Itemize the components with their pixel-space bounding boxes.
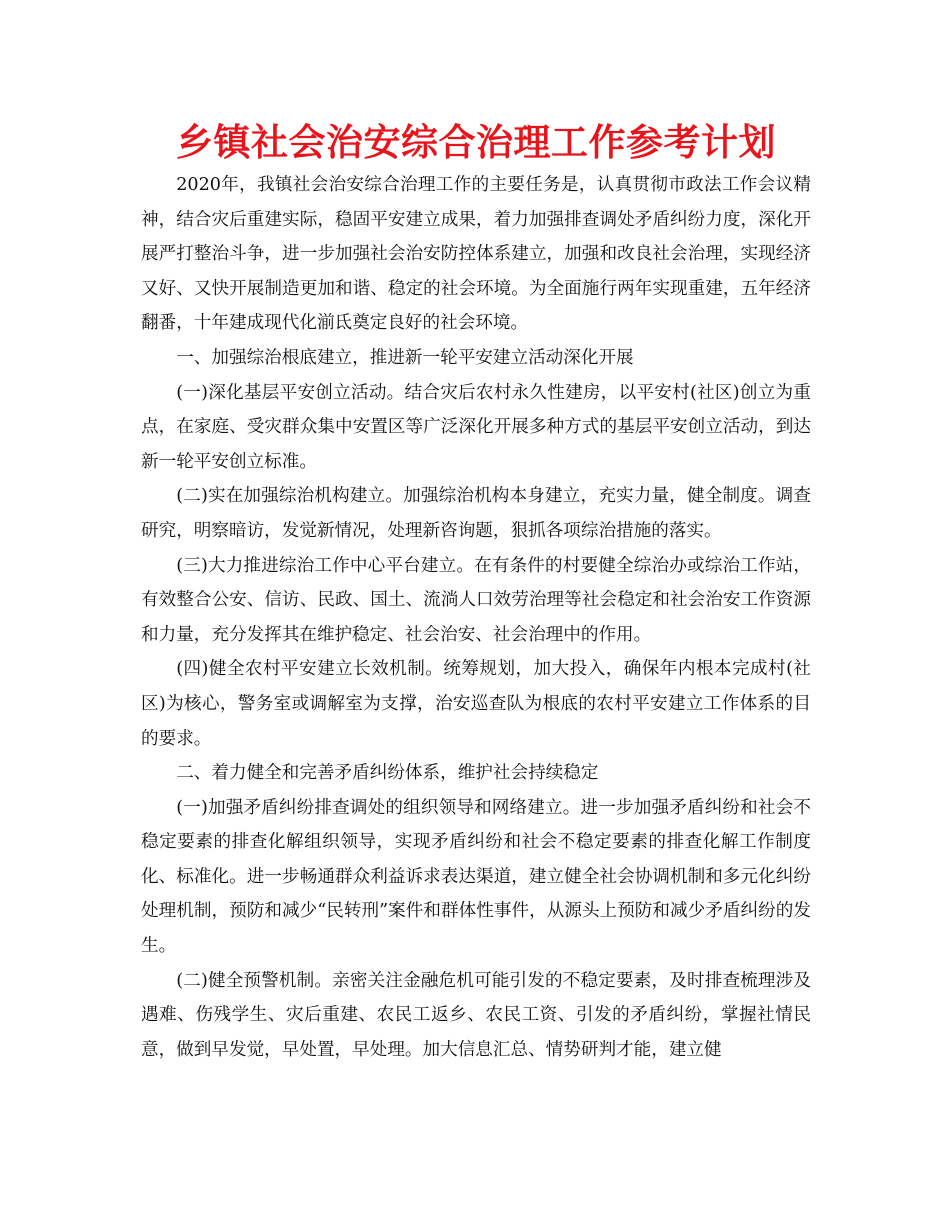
document-body — [141, 168, 811, 1067]
paragraph-1-1: (一)深化基层平安创立活动。结合灾后农村永久性建房，以平安村(社区)创立为重点，在家庭、受灾群众集中安置区等广泛深化开展多种方式的基层平安创立活动，到达新一轮平安创立标准。 — [141, 382, 811, 472]
paragraph-2-1: (一)加强矛盾纠纷排查调处的组织领导和网络建立。进一步加强矛盾纠纷和社会不稳定要素的排查化解组织领导，实现矛盾纠纷和社会不稳定要素的排查化解工作制度化、标准化。进一步畅通群众利益诉求表达渠道，建立健全社会协调机制和多元化纠纷处理机制，预防和减少“民转刑”案件和群体性事件，从源头上预防和减少矛盾纠纷的发生。 — [141, 797, 811, 957]
paragraph-1-4: (四)健全农村平安建立长效机制。统筹规划，加大投入，确保年内根本完成村(社区)为核心，警务室或调解室为支撑，治安巡查队为根底的农村平安建立工作体系的目的要求。 — [141, 659, 811, 749]
paragraph-intro: 2020年，我镇社会治安综合治理工作的主要任务是，认真贯彻市政法工作会议精神，结合灾后重建实际，稳固平安建立成果，着力加强排查调处矛盾纠纷力度，深化开展严打整治斗争，进一步加强社会治安防控体系建立，加强和改良社会治理，实现经济又好、又快开展制造更加和谐、稳定的社会环境。为全面施行两年实现重建，五年经济翻番，十年建成现代化湔氐奠定良好的社会环境。 — [141, 175, 811, 334]
document-page — [141, 118, 811, 1067]
document-title: 乡镇社会治安综合治理工作参考计划 — [176, 121, 776, 164]
section-heading-2: 二、着力健全和完善矛盾纠纷体系，维护社会持续稳定 — [176, 763, 599, 784]
section-heading-1: 一、加强综治根底建立，推进新一轮平安建立活动深化开展 — [176, 347, 634, 368]
paragraph-2-2: (二)健全预警机制。亲密关注金融危机可能引发的不稳定要素，及时排查梳理涉及遇难、伤残学生、灾后重建、农民工返乡、农民工资、引发的矛盾纠纷，掌握社情民意，做到早发觉，早处置，早处理。加大信息汇总、情势研判才能，建立健 — [141, 970, 811, 1060]
paragraph-1-3: (三)大力推进综治工作中心平台建立。在有条件的村要健全综治办或综治工作站，有效整合公安、信访、民政、国土、流淌人口效劳治理等社会稳定和社会治安工作资源和力量，充分发挥其在维护稳定、社会治安、社会治理中的作用。 — [141, 555, 811, 645]
paragraph-1-2: (二)实在加强综治机构建立。加强综治机构本身建立，充实力量，健全制度。调查研究，明察暗访，发觉新情况，处理新咨询题，狠抓各项综治措施的落实。 — [141, 486, 811, 541]
